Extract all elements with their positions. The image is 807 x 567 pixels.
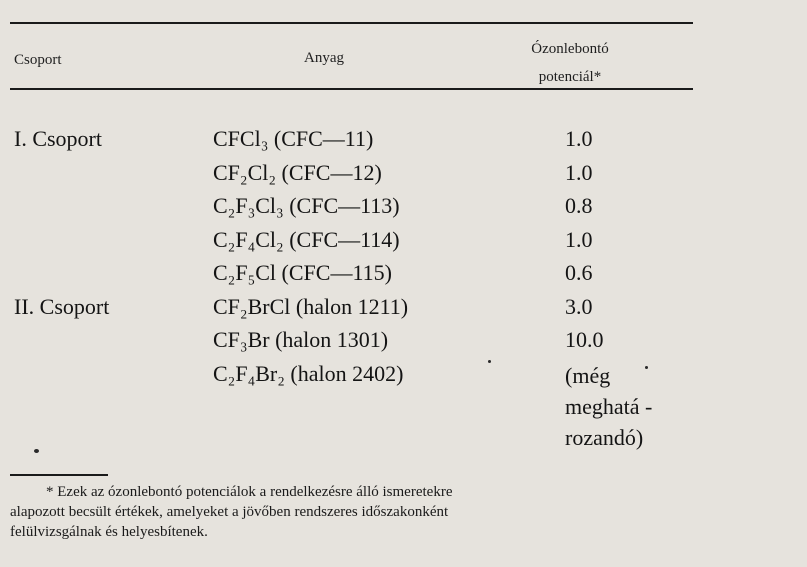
table-row	[0, 159, 700, 193]
value-cell: 0.6	[565, 260, 593, 285]
footnote-rule	[10, 474, 108, 476]
substance-cell: C₂F₃Cl₃ (CFC—113)	[213, 193, 400, 218]
header-substance: Anyag	[304, 50, 344, 66]
value-cell: (még meghatá - rozandó)	[565, 362, 653, 450]
value-cell: 1.0	[565, 226, 593, 252]
substance-cell: CF₂BrCl (halon 1211)	[213, 293, 409, 319]
value-cell: 1.0	[565, 126, 593, 151]
substance-cell: CF₂Cl₂ (CFC—12)	[213, 159, 382, 185]
footnote	[10, 482, 700, 542]
header-potential-line1: Ózonlebontó	[531, 41, 609, 57]
table-row	[0, 360, 700, 450]
substance-cell: C₂F₅Cl (CFC—115)	[213, 260, 392, 285]
substance-cell: C₂F₄Br₂ (halon 2402)	[213, 360, 404, 386]
value-cell: 0.8	[565, 193, 593, 218]
substance-table	[0, 125, 700, 450]
header-rule	[10, 88, 693, 90]
table-row	[0, 125, 700, 159]
group-cell: I. Csoport	[14, 126, 102, 151]
footnote-line: felülvizsgálnak és helyesbítenek.	[10, 524, 208, 540]
print-speck	[34, 449, 39, 453]
table-row	[0, 259, 700, 293]
header-potential	[505, 35, 635, 91]
value-cell: 1.0	[565, 159, 593, 185]
value-cell: 10.0	[565, 327, 604, 352]
substance-cell: CFCl₃ (CFC—11)	[213, 126, 374, 151]
footnote-line: alapozott becsült értékek, amelyeket a jövőben rendszeres időszakonként	[10, 504, 449, 520]
table-row	[0, 293, 700, 327]
group-cell: II. Csoport	[14, 293, 110, 319]
table-row	[0, 226, 700, 260]
header-group: Csoport	[14, 52, 62, 68]
table-row	[0, 326, 700, 360]
print-speck	[645, 366, 648, 369]
top-rule	[10, 22, 693, 24]
substance-cell: CF₃Br (halon 1301)	[213, 327, 389, 352]
footnote-line: * Ezek az ózonlebontó potenciálok a rendelkezésre álló ismeretekre	[46, 484, 453, 500]
header-potential-line2: potenciál*	[538, 69, 602, 85]
substance-cell: C₂F₄Cl₂ (CFC—114)	[213, 226, 400, 252]
table-row	[0, 192, 700, 226]
value-cell: 3.0	[565, 293, 593, 319]
print-speck	[488, 360, 491, 363]
